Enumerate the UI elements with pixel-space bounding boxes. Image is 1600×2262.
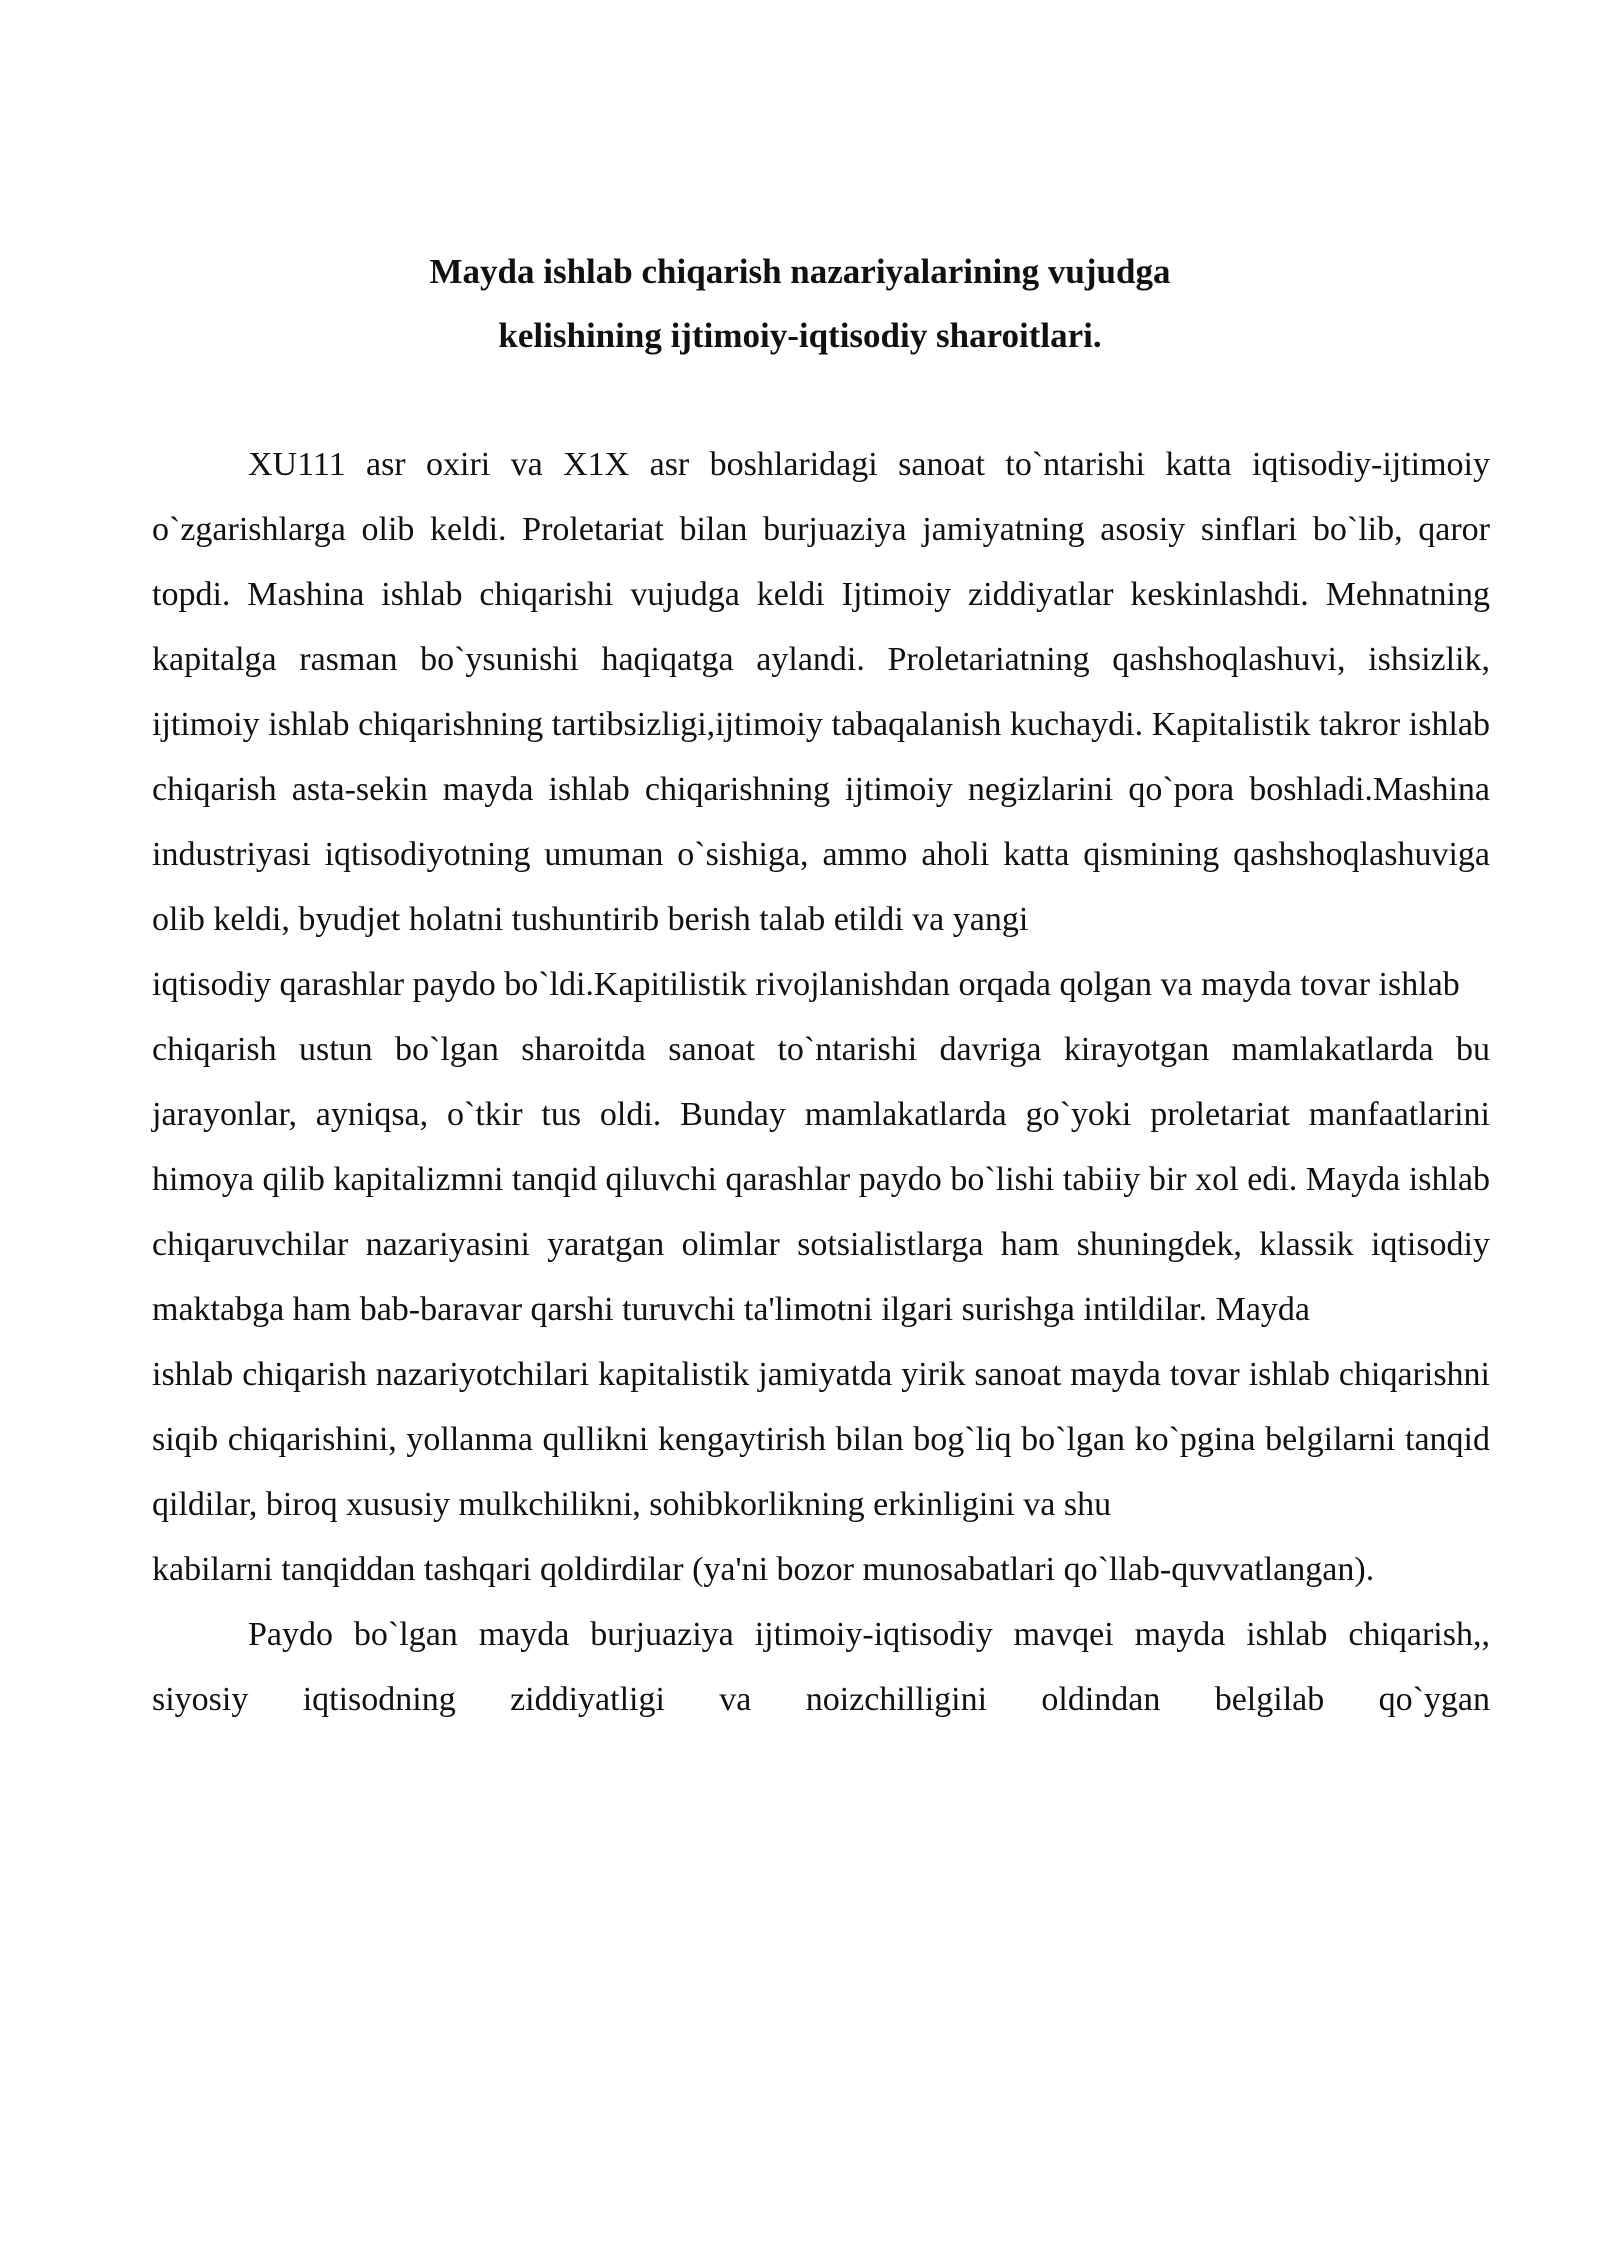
paragraph-1: XU111 asr oxiri va X1X asr boshlaridagi sanoat to`ntarishi katta iqtisodiy-ijtimoiy o`zgarishlarga olib keldi. Proletariat bilan burjuaziya jamiyatning asosiy sinflari bo`lib, qaror topdi. Mashina ishlab chiqarishi vujudga keldi Ijtimoiy ziddiyatlar keskinlashdi. Mehnatning kapitalga rasman bo`ysunishi haqiqatga aylandi. Proletariatning qashshoqlashuvi, ishsizlik, ijtimoiy ishlab chiqarishning tartibsizligi,ijtimoiy tabaqalanish kuchaydi. Kapitalistik takror ishlab chiqarish asta-sekin mayda ishlab chiqarishning ijtimoiy negizlarini qo`pora boshladi.Mashina industriyasi iqtisodiyotning umuman o`sishiga, ammo aholi katta qismining qashshoqlashuviga olib keldi, byudjet holatni tushuntirib berish talab etildi va yangi: [152, 446, 1490, 938]
document-title: [0, 240, 1600, 368]
paragraph-3: chiqarish ustun bo`lgan sharoitda sanoat to`ntarishi davriga kirayotgan mamlakatlarda bu jarayonlar, ayniqsa, o`tkir tus oldi. Bunday mamlakatlarda go`yoki proletariat manfaatlarini himoya qilib kapitalizmni tanqid qiluvchi qarashlar paydo bo`lishi tabiiy bir xol edi. Mayda ishlab chiqaruvchilar nazariyasini yaratgan olimlar sotsialistlarga ham shuningdek, klassik iqtisodiy maktabga ham bab-baravar qarshi turuvchi ta'limotni ilgari surishga intildilar. Mayda: [152, 1031, 1490, 1328]
paragraph-4: ishlab chiqarish nazariyotchilari kapitalistik jamiyatda yirik sanoat mayda tovar ishlab chiqarishni siqib chiqarishini, yollanma qullikni kengaytirish bilan bog`liq bo`lgan ko`pgina belgilarni tanqid qildilar, biroq xususiy mulkchilikni, sohibkorlikning erkinligini va shu: [152, 1356, 1490, 1523]
paragraph-5: kabilarni tanqiddan tashqari qoldirdilar (ya'ni bozor munosabatlari qo`llab-quvvatlangan).: [152, 1551, 1375, 1588]
paragraph-2: iqtisodiy qarashlar paydo bo`ldi.Kapitilistik rivojlanishdan orqada qolgan va mayda tovar ishlab: [152, 966, 1460, 1003]
title-line-2: kelishining ijtimoiy-iqtisodiy sharoitlari.: [498, 316, 1102, 355]
title-line-1: Mayda ishlab chiqarish nazariyalarining vujudga: [429, 252, 1171, 291]
paragraph-6: Paydo bo`lgan mayda burjuaziya ijtimoiy-iqtisodiy mavqei mayda ishlab chiqarish,, siyosiy iqtisodning ziddiyatligi va noizchilligini oldindan belgilab qo`ygan: [152, 1616, 1490, 1718]
document-body: [152, 432, 1490, 1732]
